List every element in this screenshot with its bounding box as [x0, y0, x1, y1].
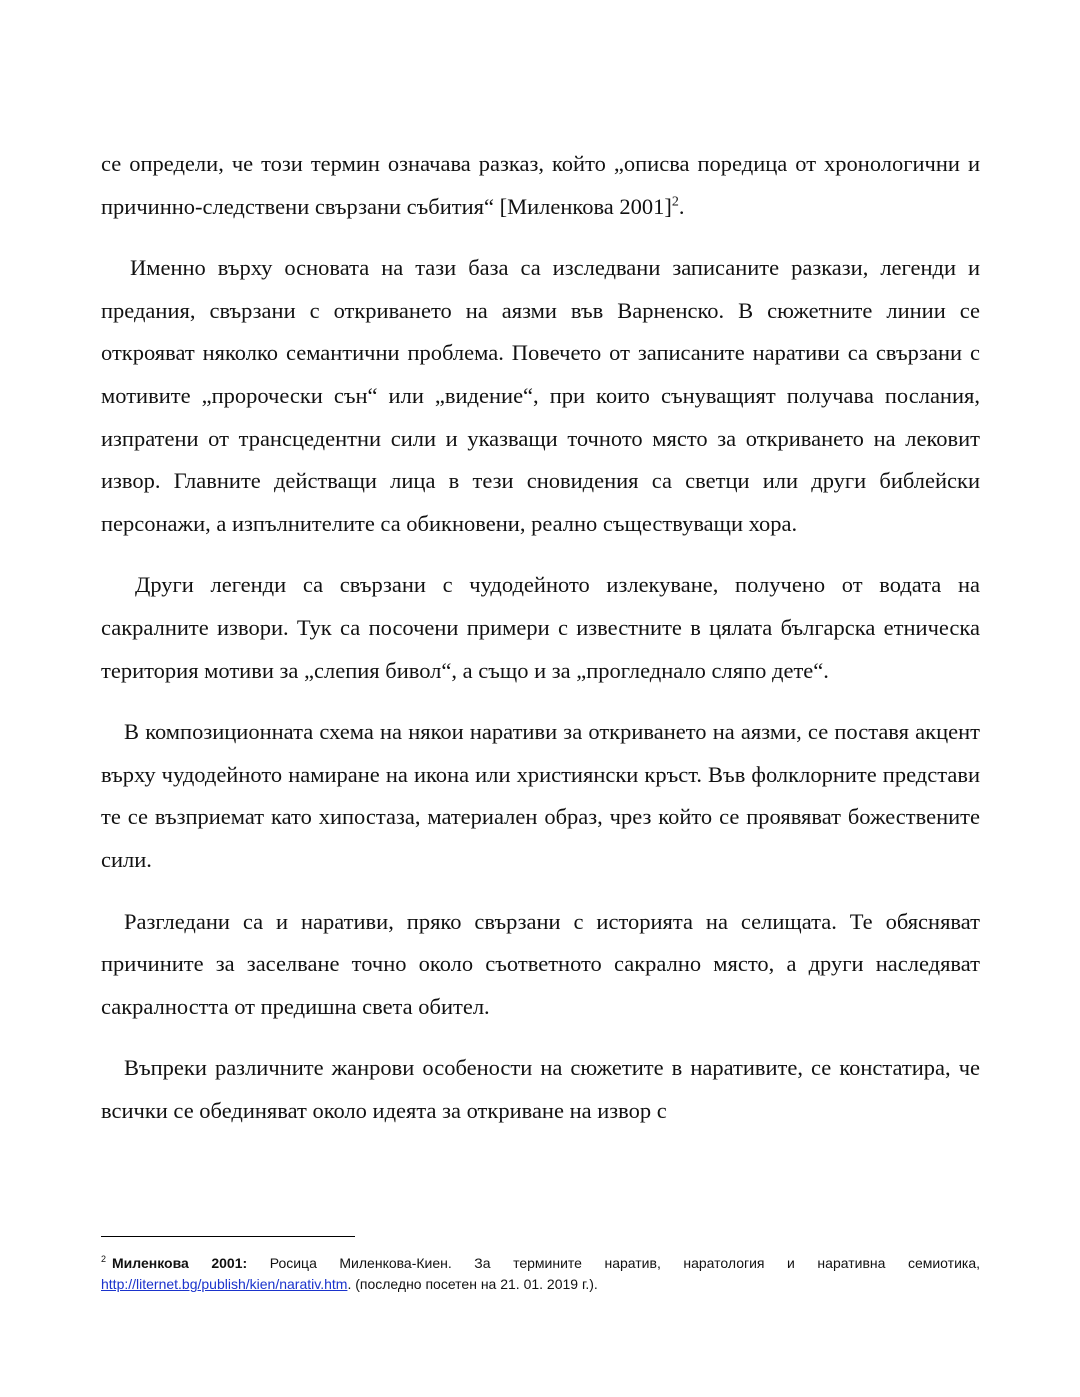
footnote-link[interactable]: http://liternet.bg/publish/kien/narativ.htm	[101, 1276, 348, 1292]
paragraph-text-end: .	[678, 193, 685, 219]
paragraph: Въпреки различните жанрови особености на сюжетите в наративите, се констатира, че всички се обединяват около идеята за откриване на извор с	[101, 1055, 980, 1123]
footnote-citation: Росица Миленкова-Киен. За термините наратив, наратология и наративна семиотика,	[269, 1255, 980, 1271]
footnote-author: Миленкова 2001:	[112, 1255, 248, 1271]
footnote	[101, 1253, 980, 1295]
footnote-reference[interactable]: 2	[671, 194, 679, 210]
paragraph: В композиционната схема на някои наративи за откриването на аязми, се поставя акцент върху чудодейното намиране на икона или християнски кръст. Във фолклорните представи те се възприемат като хипостаза, материален образ, чрез който се проявяват божествените сили.	[101, 719, 980, 872]
footnote-access-date: . (последно посетен на 21. 01. 2019 г.).	[347, 1276, 598, 1292]
paragraph: Именно върху основата на тази база са изследвани записаните разкази, легенди и предания, свързани с откриването на аязми във Варненско. В сюжетните линии се открояват няколко семантични проблема. Повечето от записаните наративи са свързани с мотивите „пророчески сън“ или „видение“, при които сънуващият получава послания, изпратени от трансцедентни сили и указващи точното място за откриването на лековит извор. Главните действащи лица в тези сновидения са светци или други библейски персонажи, а изпълнителите са обикновени, реално съществуващи хора.	[101, 255, 980, 536]
paragraph: Други легенди са свързани с чудодейното излекуване, получено от водата на сакралните извори. Тук са посочени примери с известните в цялата българска етническа територия мотиви за „слепия бивол“, а също и за „прогледнало сляпо дете“.	[101, 572, 980, 683]
footnote-number: 2	[101, 1254, 107, 1265]
body-text	[101, 143, 980, 1132]
footnote-separator	[101, 1236, 355, 1237]
paragraph: Разгледани са и наративи, пряко свързани с историята на селищата. Те обясняват причините за заселване точно около съответното сакрално място, а други наследяват сакралността от предишна света обител.	[101, 908, 980, 1019]
paragraph	[101, 143, 980, 228]
paragraph-text: се определи, че този термин означава разказ, който „описва поредица от хронологични и причинно-следствени свързани събития“ [Миленкова 2001]	[101, 151, 980, 219]
